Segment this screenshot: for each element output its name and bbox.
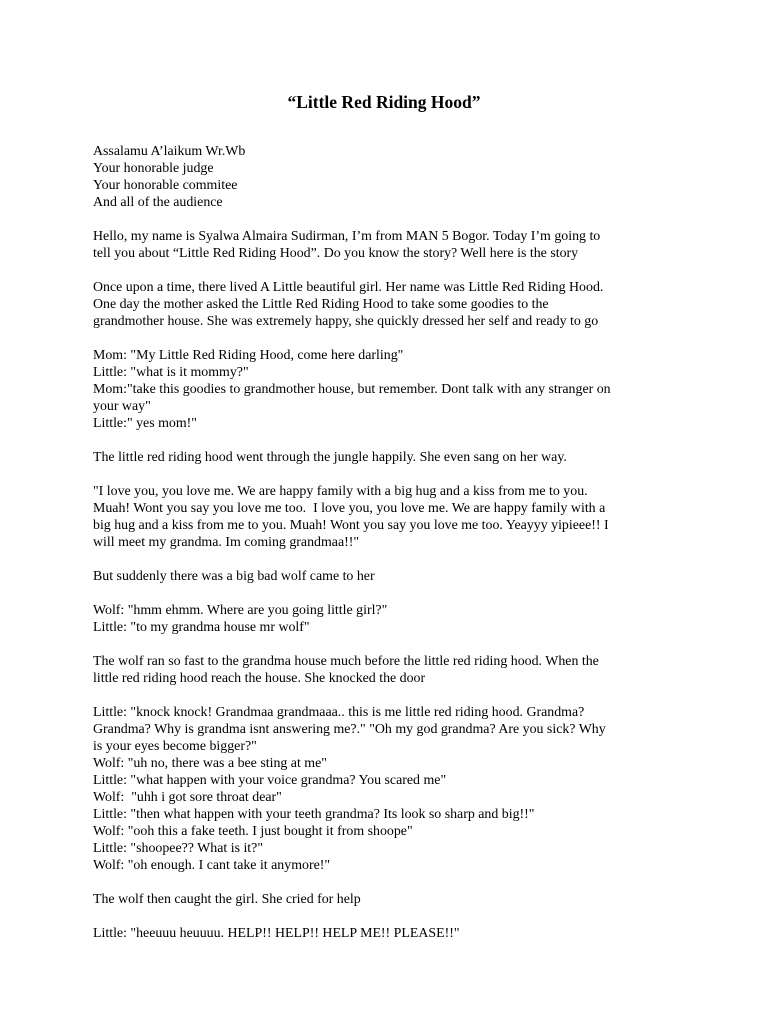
text-line: Little: "knock knock! Grandmaa grandmaaa.. this is me little red riding hood. Grandma? xyxy=(93,705,585,720)
paragraph xyxy=(93,925,683,942)
text-line: big hug and a kiss from me to you. Muah! Wont you say you love me too. Yeayyy yipieee!! I xyxy=(93,518,609,533)
text-line: And all of the audience xyxy=(93,195,223,210)
paragraph xyxy=(93,228,683,262)
paragraph xyxy=(93,602,683,636)
text-line: Wolf: "hmm ehmm. Where are you going little girl?" xyxy=(93,603,388,618)
paragraph xyxy=(93,891,683,908)
paragraph xyxy=(93,704,683,874)
text-line: is your eyes become bigger?" xyxy=(93,739,257,754)
document-body xyxy=(93,143,683,959)
text-line: Little:" yes mom!" xyxy=(93,416,197,431)
text-line: But suddenly there was a big bad wolf came to her xyxy=(93,569,375,584)
text-line: Mom:"take this goodies to grandmother house, but remember. Dont talk with any stranger on xyxy=(93,382,611,397)
text-line: tell you about “Little Red Riding Hood”. Do you know the story? Well here is the story xyxy=(93,246,579,261)
text-line: Little: "what happen with your voice grandma? You scared me" xyxy=(93,773,447,788)
text-line: Little: "then what happen with your teeth grandma? Its look so sharp and big!!" xyxy=(93,807,535,822)
paragraph xyxy=(93,483,683,551)
paragraph xyxy=(93,143,683,211)
paragraph xyxy=(93,279,683,330)
paragraph xyxy=(93,653,683,687)
text-line: The wolf then caught the girl. She cried for help xyxy=(93,892,361,907)
document-title: “Little Red Riding Hood” xyxy=(287,92,481,112)
text-line: Little: "heeuuu heuuuu. HELP!! HELP!! HELP ME!! PLEASE!!" xyxy=(93,926,460,941)
paragraph xyxy=(93,347,683,432)
text-line: little red riding hood reach the house. She knocked the door xyxy=(93,671,426,686)
text-line: One day the mother asked the Little Red Riding Hood to take some goodies to the xyxy=(93,297,549,312)
paragraph xyxy=(93,449,683,466)
text-line: The little red riding hood went through the jungle happily. She even sang on her way. xyxy=(93,450,567,465)
text-line: Little: "what is it mommy?" xyxy=(93,365,249,380)
text-line: Mom: "My Little Red Riding Hood, come here darling" xyxy=(93,348,404,363)
text-line: The wolf ran so fast to the grandma house much before the little red riding hood. When the xyxy=(93,654,599,669)
text-line: will meet my grandma. Im coming grandmaa!!" xyxy=(93,535,360,550)
text-line: Little: "shoopee?? What is it?" xyxy=(93,841,264,856)
text-line: Muah! Wont you say you love me too. I love you, you love me. We are happy family with a xyxy=(93,501,606,516)
text-line: your way" xyxy=(93,399,151,414)
text-line: Your honorable judge xyxy=(93,161,214,176)
text-line: Hello, my name is Syalwa Almaira Sudirman, I’m from MAN 5 Bogor. Today I’m going to xyxy=(93,229,601,244)
text-line: "I love you, you love me. We are happy family with a big hug and a kiss from me to you. xyxy=(93,484,588,499)
text-line: Wolf: "oh enough. I cant take it anymore!" xyxy=(93,858,331,873)
text-line: Grandma? Why is grandma isnt answering me?." "Oh my god grandma? Are you sick? Why xyxy=(93,722,606,737)
text-line: Little: "to my grandma house mr wolf" xyxy=(93,620,310,635)
paragraph xyxy=(93,568,683,585)
text-line: Wolf: "ooh this a fake teeth. I just bought it from shoope" xyxy=(93,824,413,839)
text-line: Once upon a time, there lived A Little beautiful girl. Her name was Little Red Riding Hood. xyxy=(93,280,604,295)
text-line: grandmother house. She was extremely happy, she quickly dressed her self and ready to go xyxy=(93,314,599,329)
text-line: Assalamu A’laikum Wr.Wb xyxy=(93,144,246,159)
text-line: Your honorable commitee xyxy=(93,178,238,193)
text-line: Wolf: "uhh i got sore throat dear" xyxy=(93,790,282,805)
text-line: Wolf: "uh no, there was a bee sting at me" xyxy=(93,756,327,771)
